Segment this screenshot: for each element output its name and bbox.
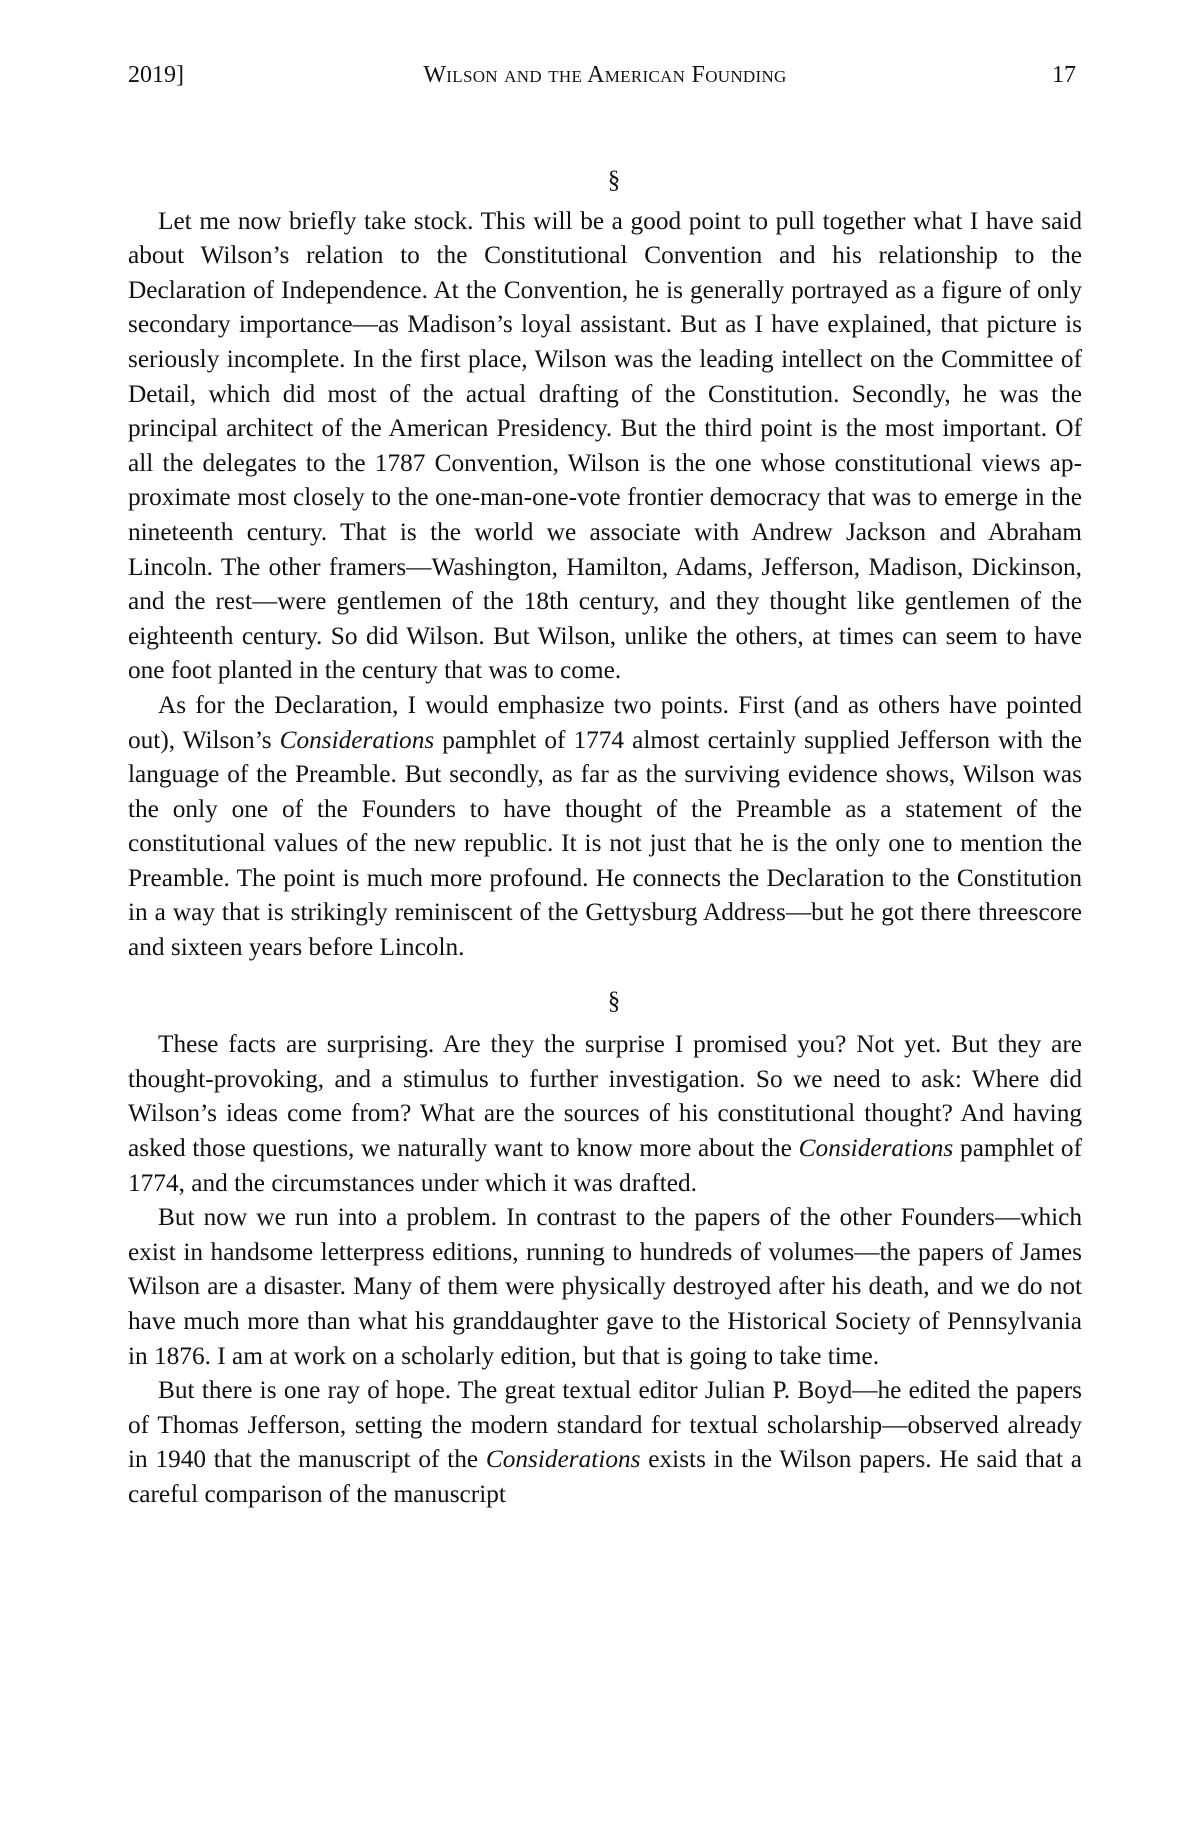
paragraph-text: These facts are surprising. Are they the surprise I promised you? Not yet. But they are thought-provoking, and a stimulus to further investigation. So we need to ask: Where did Wilson’s ideas come from? What are the sources of his constitutional thought? And having asked those questions, we naturally want to know more about the — [128, 1030, 1082, 1163]
section-mark: § — [607, 167, 621, 194]
italic-title: Considerations — [485, 1445, 641, 1474]
paragraph-text: Let me now briefly take stock. This will be a good point to pull together what I have said about Wilson’s relation to the Constitutional Convention and his relationship to the Declaration of Independence. At the Convention, he is generally portrayed as a figure of only secondary importance—as Madison’s loyal assistant. But as I have explained, that picture is seriously incomplete. In the first place, Wilson was the leading intellect on the Committee of Detail, which did most of the actual drafting of the Constitution. Secondly, he was the principal architect of the American Presidency. But the third point is the most important. Of all the delegates to the 1787 Convention, Wilson is the one whose constitutional views approximate most closely to the one-man-one-vote frontier democracy that was to emerge in the nineteenth century. That is the world we associate with Andrew Jackson and Abraham Lincoln. The other framers—Washington, Hamilton, Adams, Jefferson, Madison, Dickinson, and the rest—were gentlemen of the 18th century, and they thought like gentlemen of the eighteenth century. So did Wilson. But Wilson, unlike the others, at times can seem to have one foot planted in the century that was to come. — [128, 206, 1082, 685]
header-year: 2019] — [128, 62, 184, 88]
paragraph-text: pamphlet of 1774, and the circumstances under which it was drafted. — [128, 1134, 1082, 1197]
header-title: Wilson and the American Founding — [423, 62, 787, 88]
paragraph-text: But there is one ray of hope. The great textual editor Julian P. Boyd—he edited the papers of Thomas Jefferson, setting the modern standard for textual scholarship—observed already in 1940 that the manuscript of the — [128, 1376, 1082, 1474]
paragraph-text: But now we run into a problem. In contrast to the papers of the other Founders—which exist in handsome letterpress editions, running to hundreds of volumes—the papers of James Wilson are a disaster. Many of them were physically destroyed after his death, and we do not have much more than what his granddaughter gave to the Historical Society of Pennsylvania in 1876. I am at work on a scholarly edition, but that is going to take time. — [128, 1203, 1082, 1370]
paragraph — [128, 1373, 1082, 1511]
paragraph — [128, 688, 1082, 965]
paragraph — [128, 204, 1082, 688]
page-number: 17 — [1052, 62, 1076, 88]
paragraph-text: exists in the Wilson papers. He said that a careful comparison of the manuscript — [128, 1445, 1083, 1508]
italic-title: Considerations — [798, 1134, 954, 1163]
body-text — [128, 167, 1083, 1512]
italic-title: Considerations — [279, 725, 435, 754]
paragraph-text: As for the Declaration, I would emphasize two points. First (and as others have pointed out), Wilson’s — [128, 690, 1082, 754]
paragraph-text: pamphlet of 1774 almost certainly supplied Jefferson with the language of the Preamble. But secondly, as far as the surviving evidence shows, Wilson was the only one of the Founders to have thought of the Preamble as a statement of the constitutional values of the new republic. It is not just that he is the only one to mention the Preamble. The point is much more profound. He connects the Declaration to the Constitution in a way that is strikingly reminiscent of the Gettysburg Address—but he got there threescore and sixteen years before Lincoln. — [128, 725, 1082, 962]
section-mark: § — [607, 987, 621, 1015]
paragraph — [128, 1027, 1082, 1200]
running-head — [128, 58, 1082, 92]
paragraph — [128, 1200, 1082, 1373]
